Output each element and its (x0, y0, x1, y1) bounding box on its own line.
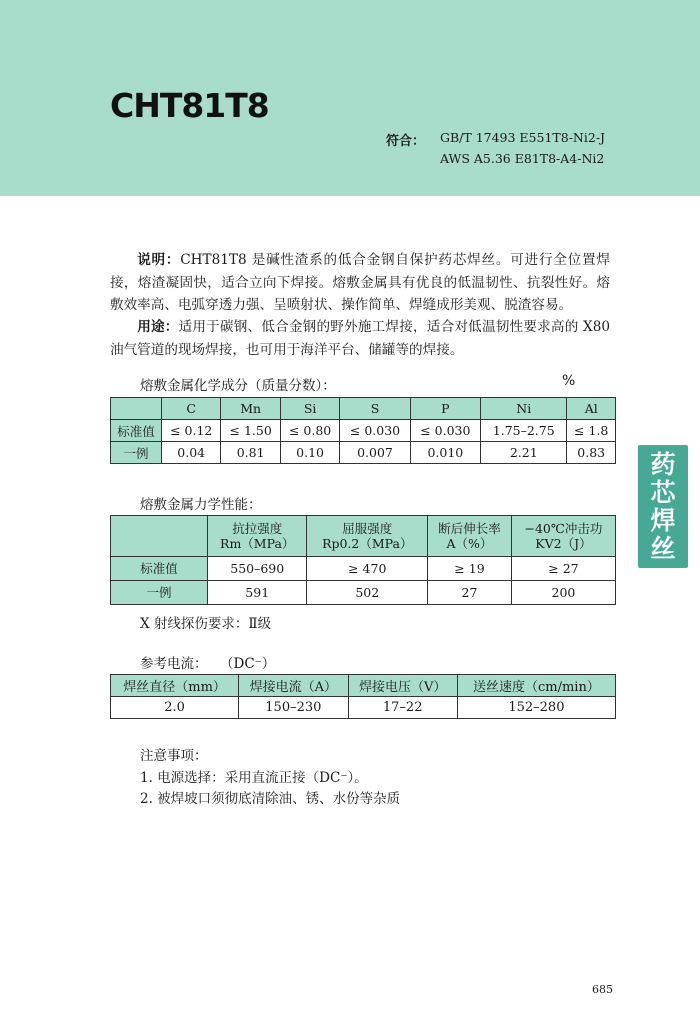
usage-paragraph (110, 316, 610, 361)
table-cell (111, 516, 208, 557)
table-cell: Ni (481, 398, 567, 420)
header-line: 断后伸长率 (438, 521, 501, 536)
table-cell: 一例 (111, 442, 162, 464)
current-table (110, 674, 616, 719)
table-cell: 150–230 (239, 697, 348, 719)
table-cell: ≤ 0.030 (410, 420, 480, 442)
table-cell: ≤ 0.030 (340, 420, 410, 442)
table-cell: 焊接电压（V） (348, 675, 457, 697)
section-side-tab (638, 445, 688, 568)
table-cell: 591 (208, 581, 307, 605)
table-cell: 200 (511, 581, 615, 605)
table-cell: 焊接电流（A） (239, 675, 348, 697)
table-cell: ≤ 0.80 (280, 420, 339, 442)
description-label: 说明： (137, 252, 181, 268)
table-row (111, 557, 616, 581)
table-cell: S (340, 398, 410, 420)
description-text: CHT81T8 是碱性渣系的低合金钢自保护药芯焊丝。可进行全位置焊接，熔渣凝固快，适合立向下焊接。熔敷金属具有优良的低温韧性、抗裂性好。熔敷效率高、电弧穿透力强、呈喷射状、操作简单、焊缝成形美观、脱渣容易。 (110, 252, 611, 313)
xray-requirement: X 射线探伤要求：Ⅱ级 (140, 616, 272, 632)
standard-label: 符合： (386, 134, 426, 149)
product-title: CHT81T8 (110, 86, 269, 125)
side-tab-char: 焊 (650, 506, 676, 535)
table-cell: 送丝速度（cm/min） (457, 675, 615, 697)
note-item: 2. 被焊坡口须彻底清除油、锈、水份等杂质 (140, 791, 401, 807)
note-item: 1. 电源选择：采用直流正接（DC⁻）。 (140, 770, 368, 786)
header-line: Rp0.2（MPa） (322, 536, 413, 551)
page-number: 685 (592, 983, 613, 996)
table-cell: 502 (307, 581, 428, 605)
table-cell: P (410, 398, 480, 420)
table-cell: 标准值 (111, 557, 208, 581)
table-cell: 0.010 (410, 442, 480, 464)
table-cell: ≥ 27 (511, 557, 615, 581)
table-cell: 17–22 (348, 697, 457, 719)
table-cell: ≤ 0.12 (162, 420, 221, 442)
table-cell: 550–690 (208, 557, 307, 581)
table-cell: 0.83 (567, 442, 616, 464)
table-cell: 一例 (111, 581, 208, 605)
chemical-header-row (111, 398, 616, 420)
chemical-table (110, 397, 616, 464)
header-line: KV2（J） (535, 536, 592, 551)
side-tab-char: 药 (650, 450, 676, 479)
mechanical-table (110, 515, 616, 605)
table-cell (307, 516, 428, 557)
usage-label: 用途： (137, 319, 179, 335)
table-cell: ≥ 470 (307, 557, 428, 581)
table-cell: Al (567, 398, 616, 420)
table-cell: 0.10 (280, 442, 339, 464)
table-row (111, 442, 616, 464)
table-cell: 标准值 (111, 420, 162, 442)
table-cell: 2.21 (481, 442, 567, 464)
header-line: A（%） (446, 536, 493, 551)
table-cell: 焊丝直径（mm） (111, 675, 239, 697)
header-band (0, 0, 700, 196)
usage-text: 适用于碳钢、低合金钢的野外施工焊接，适合对低温韧性要求高的 X80 油气管道的现场焊接，也可用于海洋平台、储罐等的焊接。 (110, 319, 610, 358)
table-cell: 2.0 (111, 697, 239, 719)
table-cell: ≤ 1.8 (567, 420, 616, 442)
table-cell: Si (280, 398, 339, 420)
mechanical-title: 熔敷金属力学性能： (140, 497, 262, 513)
current-header-row (111, 675, 616, 697)
table-cell: 0.04 (162, 442, 221, 464)
chemical-title: 熔敷金属化学成分（质量分数）： (140, 378, 336, 394)
description-paragraph (110, 249, 610, 317)
side-tab-char: 丝 (650, 534, 676, 563)
standard-gb: GB/T 17493 E551T8-Ni2-J (440, 130, 606, 145)
table-cell: 152–280 (457, 697, 615, 719)
table-cell (428, 516, 512, 557)
header-line: Rm（MPa） (220, 536, 295, 551)
table-row (111, 581, 616, 605)
table-cell: ≥ 19 (428, 557, 512, 581)
table-cell: 27 (428, 581, 512, 605)
table-cell (111, 398, 162, 420)
notes-title: 注意事项： (140, 748, 208, 764)
table-cell (511, 516, 615, 557)
current-title: 参考电流： (140, 656, 208, 672)
header-line: −40℃冲击功 (524, 521, 603, 536)
table-cell: 0.007 (340, 442, 410, 464)
table-cell: ≤ 1.50 (221, 420, 280, 442)
chemical-unit: % (562, 373, 576, 389)
current-type: （DC⁻） (220, 656, 276, 672)
table-cell: 0.81 (221, 442, 280, 464)
standard-aws: AWS A5.36 E81T8-A4-Ni2 (440, 151, 605, 166)
table-cell: 1.75–2.75 (481, 420, 567, 442)
table-row (111, 420, 616, 442)
table-cell (208, 516, 307, 557)
table-row (111, 697, 616, 719)
table-cell: C (162, 398, 221, 420)
side-tab-char: 芯 (650, 478, 676, 507)
header-line: 抗拉强度 (232, 521, 283, 536)
header-line: 屈服强度 (342, 521, 393, 536)
mechanical-header-row (111, 516, 616, 557)
table-cell: Mn (221, 398, 280, 420)
